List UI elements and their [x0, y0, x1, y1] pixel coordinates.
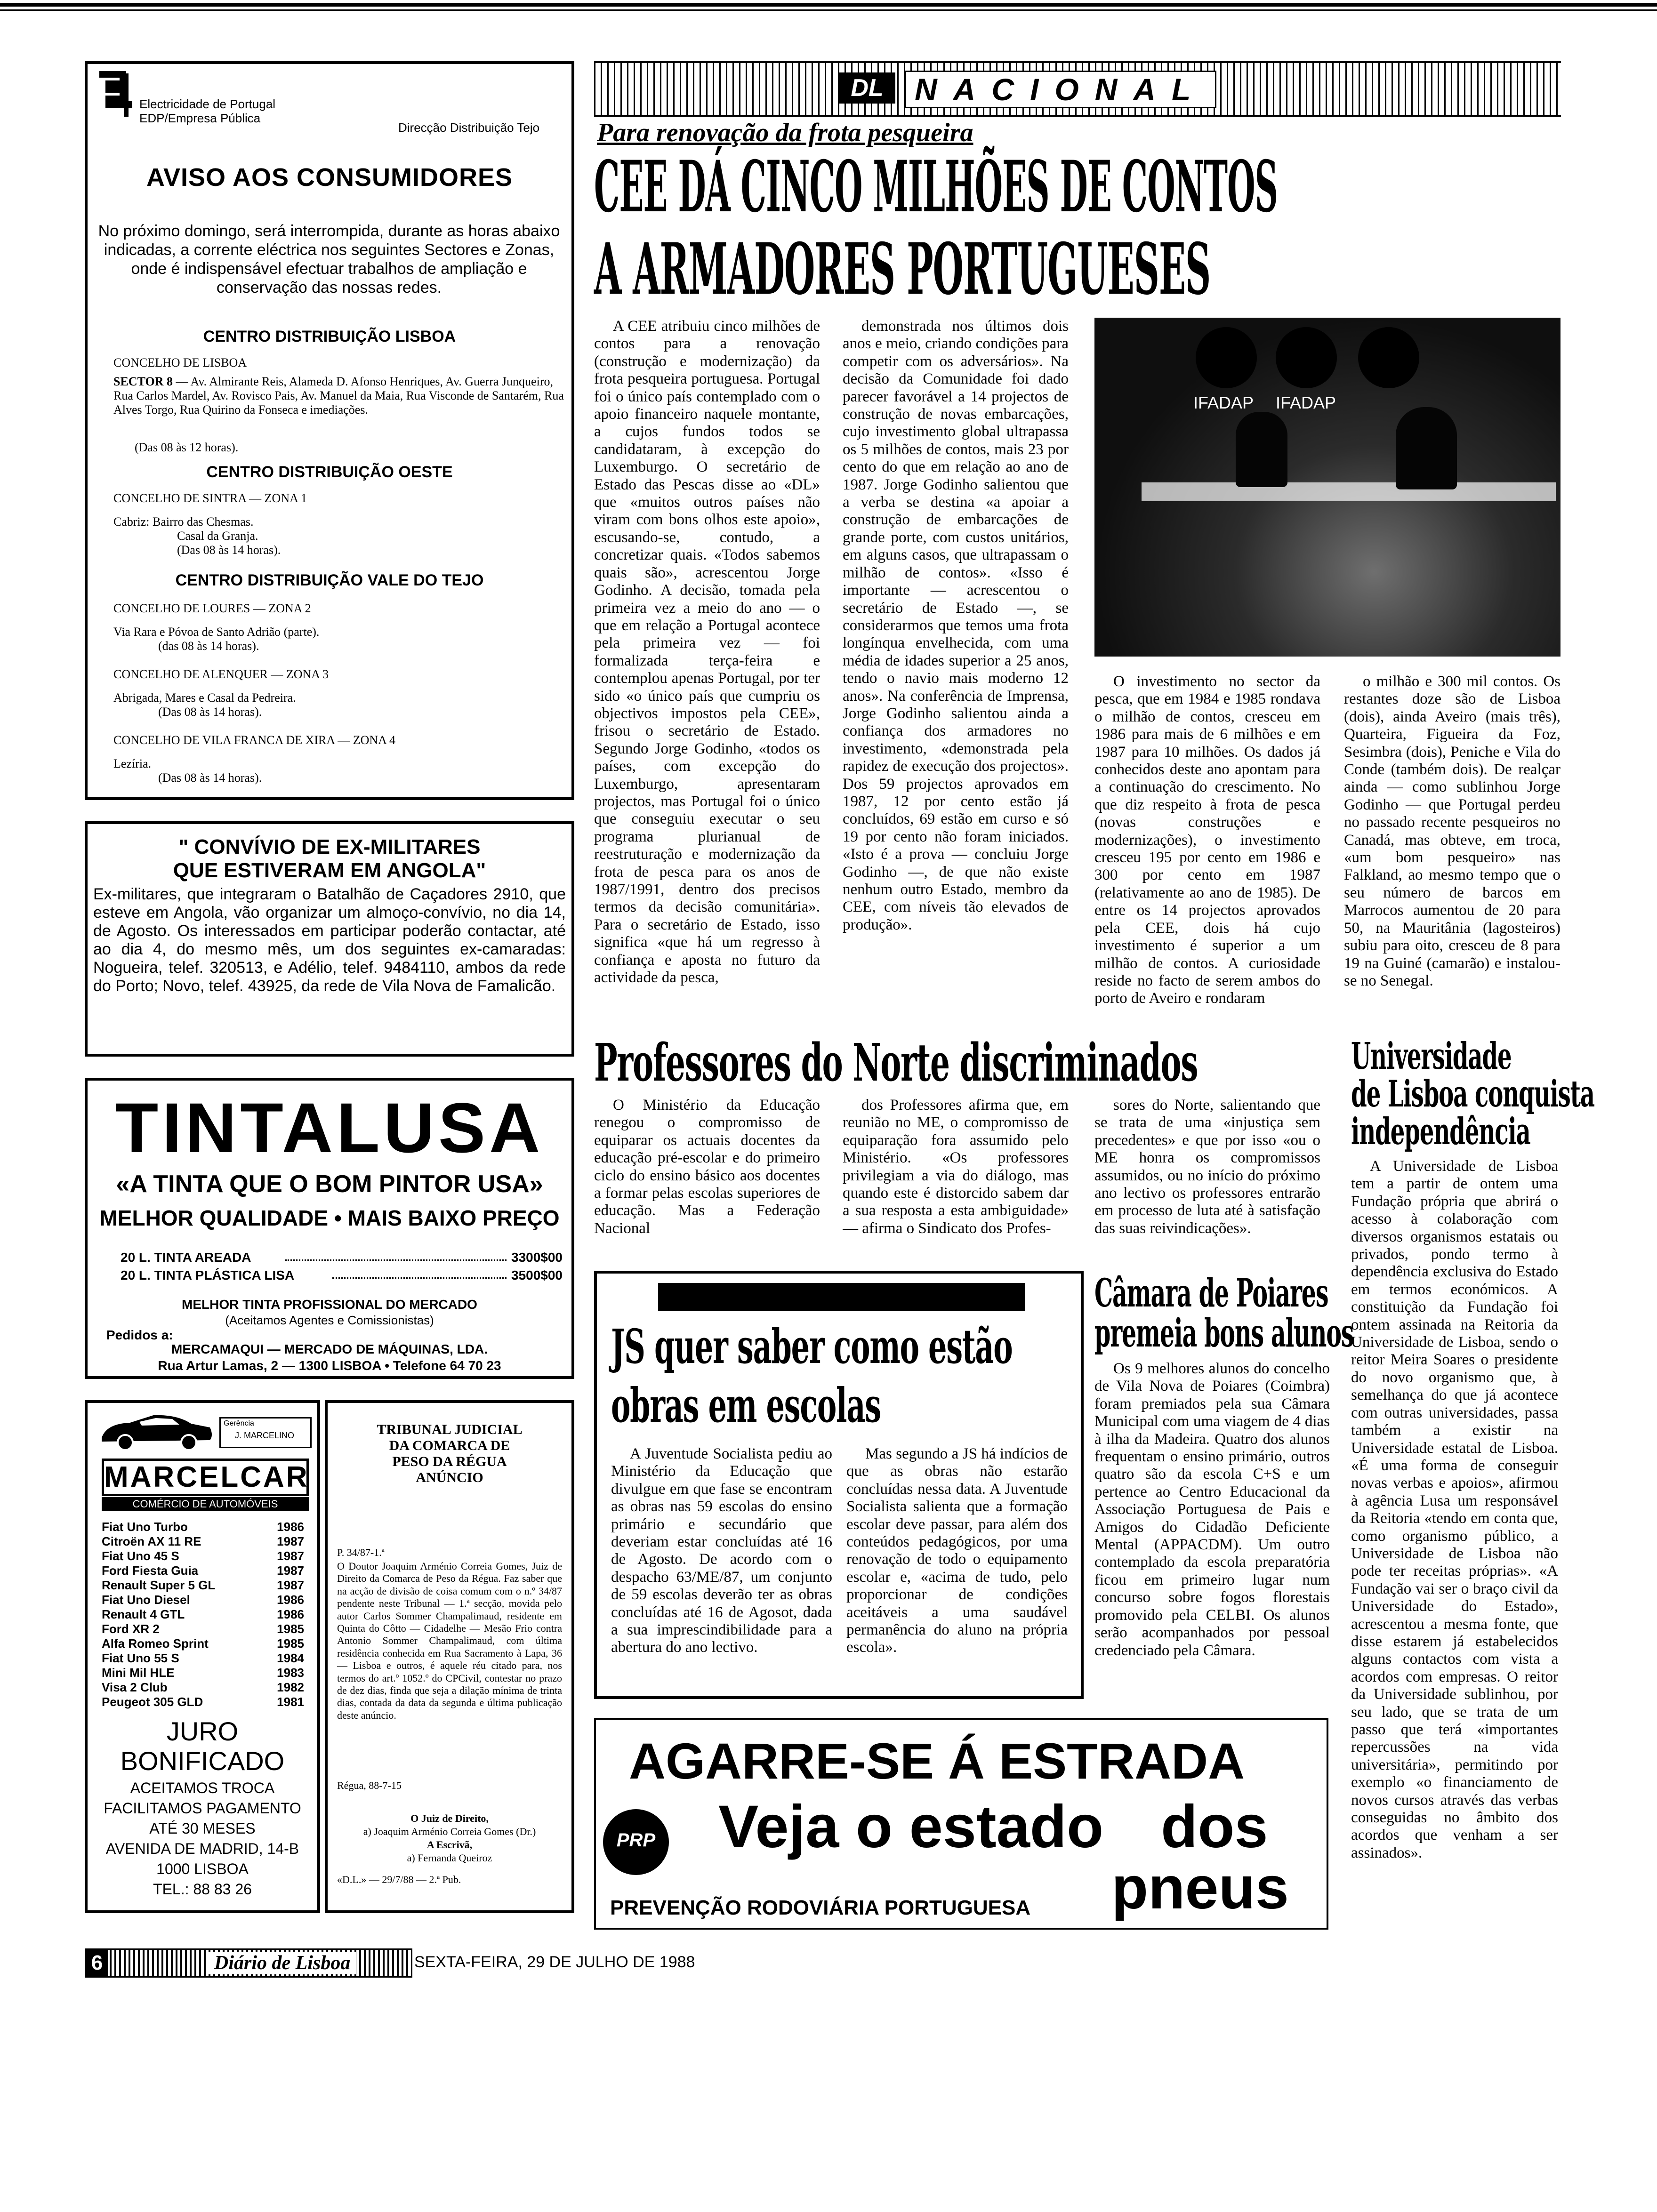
photo-sign-1: IFADAP [1193, 393, 1254, 412]
avenida: AVENIDA DE MADRID, 14-B [105, 1840, 299, 1857]
car-row: Alfa Romeo Sprint 1985 [102, 1636, 304, 1651]
photo-speaker-1 [1236, 412, 1287, 487]
tribunal-ref: P. 34/87-1.ª [337, 1547, 385, 1558]
car-row: Peugeot 305 GLD 1981 [102, 1695, 304, 1709]
car-row: Ford Fiesta Guia 1987 [102, 1563, 304, 1578]
car-row: Fiat Uno Turbo 1986 [102, 1520, 304, 1534]
edp-logo [97, 70, 135, 121]
photo-table [1142, 482, 1556, 501]
juro-1: JURO [166, 1716, 239, 1746]
top-rule-thin [0, 9, 1657, 11]
cee-col-2: demonstrada nos últimos dois anos e meio, criando condições para competir com os adversários». Na decisão da Comunidade foi dado parecer favorável a 14 projectos de construção de novas embarcações, cujo investimento global ultrapassa os 5 milhões de contos, mais 23 por cento do que em relação ao ano de 1987. Jorge Godinho salientou que a verba se destina «a apoiar a construção de embarcações de grande porte, com custos unitários, em alguns casos, que ultrapassam o milhão de contos». «Isso é importante — acrescentou o secretário de Estado —, se considerarmos que temos uma frota longínqua envelhecida, com uma média de idades superior a 25 anos, tendo o navio mais moderno 12 anos». Na conferência de Imprensa, Jorge Godinho salientou ainda a confiança dos armadores no investimento, «demonstrada pela rapidez de execução dos projectos». Dos 59 projectos aprovados em 1987, 12 por cento estão já concluídos, 69 estão em curso e só 19 por cento não foram iniciados. «Isto é a prova — concluiu Jorge Godinho —, de que não existe nenhum outro Estado, membro da CEE, com níveis tão elevados de produção». [843, 318, 1069, 933]
car-row: Visa 2 Club 1982 [102, 1680, 304, 1694]
paper-name: Diário de Lisboa [209, 1952, 356, 1974]
tribunal-escriva-label: A Escrivã, [426, 1839, 473, 1851]
tribunal-title-4: ANÚNCIO [416, 1470, 483, 1485]
tintalusa-item-2: 20 L. TINTA PLÁSTICA LISA [121, 1268, 295, 1282]
section-banner [594, 61, 1561, 117]
juro-2: BONIFICADO [120, 1746, 285, 1776]
tribunal-notice [325, 1400, 574, 1913]
alenquer-places: Abrigada, Mares e Casal da Pedreira. [113, 691, 296, 705]
car-row: Fiat Uno 55 S 1984 [102, 1651, 304, 1665]
convivio-title-2: QUE ESTIVERAM EM ANGOLA" [173, 859, 486, 882]
car-row: Renault Super 5 GL 1987 [102, 1578, 304, 1592]
ate-meses: ATÉ 30 MESES [149, 1820, 256, 1837]
concelho-vfx: CONCELHO DE VILA FRANCA DE XIRA — ZONA 4 [113, 733, 395, 747]
sintra-places-2: Casal da Granja. [177, 529, 258, 543]
tintalusa-brand: TINTALUSA [115, 1088, 544, 1167]
tintalusa-dots-2 [332, 1277, 507, 1279]
cee-kicker: Para renovação da frota pesqueira [597, 118, 973, 147]
tintalusa-price-1: 3300$00 [511, 1250, 563, 1265]
tintalusa-tagline: MELHOR QUALIDADE • MAIS BAIXO PREÇO [99, 1206, 560, 1230]
js-headline-1: JS quer saber como estão [611, 1319, 1013, 1374]
concelho-loures: CONCELHO DE LOURES — ZONA 2 [113, 601, 311, 615]
professores-col-3: sores do Norte, salientando que se trata de uma «injustiça sem precedentes» e que por isso «ou o ME honra os compromissos assumidos, ou no início do próximo ano lectivo os professores entrarão em processo de luta até à satisfação das suas reivindicações». [1094, 1097, 1320, 1237]
marcelcar-brand: MARCELCAR [102, 1459, 309, 1496]
prp-org: PREVENÇÃO RODOVIÁRIA PORTUGUESA [610, 1896, 1031, 1919]
universidade-headline-1: Universidade [1351, 1035, 1512, 1078]
vfx-places: Lezíria. [113, 757, 152, 770]
concelho-alenquer: CONCELHO DE ALENQUER — ZONA 3 [113, 667, 329, 681]
edp-org-name: Electricidade de Portugal [139, 97, 276, 111]
sector8-label: SECTOR 8 [113, 375, 173, 388]
folio-bar [85, 1948, 412, 1978]
tintalusa-orders-label: Pedidos a: [106, 1328, 173, 1342]
section-label: NACIONAL [905, 71, 1216, 108]
page-number: 6 [86, 1950, 108, 1976]
cidade: 1000 LISBOA [156, 1860, 249, 1877]
marcelcar-ad [85, 1400, 320, 1913]
universidade-body: A Universidade de Lisboa tem a partir de ontem uma Fundação própria que abrirá o acesso à colaboração com diversos organismos estatais ou privados, pondo termo à dependência exclusiva do Estado em termos económicos. A constituição da Fundação foi ontem assinada na Reitoria da Universidade de Lisboa, sendo o reitor Meira Soares o presidente do novo organismo que, à semelhança do que já acontece com outras universidades, passa também a existir na Universidade estatal de Lisboa. «É uma forma de conseguir novas verbas e apoios», afirmou à agência Lusa um responsável da Reitoria «tendo em conta que, como organismo público, a Universidade de Lisboa não pode ter receitas próprias». «A Fundação vai ser o braço civil da Universidade do Estado», acrescentou a mesma fonte, que disse estarem já estabelecidos alguns contactos com vista a acordos com empresas. O reitor da Universidade sublinhou, por seu lado, que se trata de um passo que terá «importantes repercussões na vida universitária», permitindo por exemplo «o financiamento de novos cursos através das verbas conseguidas no âmbito dos acordos que venham a ser assinados». [1351, 1158, 1558, 1861]
loures-places: Via Rara e Póvoa de Santo Adrião (parte). [113, 625, 320, 639]
tintalusa-slogan: «A TINTA QUE O BOM PINTOR USA» [116, 1170, 543, 1198]
js-headline-2: obras em escolas [611, 1378, 881, 1433]
convivio-body: Ex-militares, que integraram o Batalhão de Caçadores 2910, que esteve em Angola, vão organizar um almoço-convívio, no dia 14, de Agosto. Os interessados em participar poderão contactar, até ao dia 4, do mesmo mês, um dos seguintes ex-camaradas: Nogueira, telef. 320513, e Adélio, telef. 9484110, ambos da rede do Porto; Novo, telef. 43925, da rede de Vila Nova de Famalicão. [93, 885, 566, 995]
photo-disc-1 [1196, 327, 1257, 388]
sintra-places: Cabriz: Bairro das Chesmas. [113, 515, 254, 529]
professores-col-1: O Ministério da Educação renegou o compromisso de equiparar os actuais docentes da educação pré-escolar e do primeiro ciclo do ensino básico aos docentes a formar pelas escolas superiores de educação. Mas a Federação Nacional [594, 1097, 820, 1237]
js-col-1: A Juventude Socialista pediu ao Ministério da Educação que divulgue em que fase se encontram as obras nas 59 escolas do ensino primário e secundário que deveriam estar concluídas até 16 de Agosto. De acordo com o despacho 63/ME/87, um conjunto de 59 escolas deverão ter as obras concluídas até 16 de Agosot, dada a sua imprescindibilidade para a abertura do ano lectivo. [611, 1445, 832, 1656]
poiares-headline-1: Câmara de Poiares [1094, 1271, 1328, 1316]
manager-name: J. MARCELINO [235, 1431, 295, 1440]
folio-date: SEXTA-FEIRA, 29 DE JULHO DE 1988 [414, 1953, 695, 1971]
poiares-body: Os 9 melhores alunos do concelho de Vila Nova de Poiares (Coimbra) foram premiados pela sua Câmara Municipal com uma viagem de 4 dias à ilha da Madeira. Quatro dos alunos frequentam o ensino primário, outros quatro são da escola C+S e um pertence ao Centro Educacional da Associação Portuguesa de Pais e Amigos do Cidadão Deficiente Mental (APPACDM). Um outro contemplado da escola preparatória ficou em primeiro lugar num concurso sobre fogos florestais promovido pela CELBI. Os alunos serão acompanhados por pessoal credenciado pela Câmara. [1094, 1360, 1330, 1659]
tribunal-title-3: PESO DA RÉGUA [392, 1454, 507, 1469]
hours-14b: (das 08 às 14 horas). [158, 639, 259, 653]
sector8-streets: — Av. Almirante Reis, Alameda D. Afonso Henriques, Av. Guerra Junqueiro, Rua Carlos Mardel, Av. Rovisco Pais, Av. Manuel da Maia, Rua Visconde de Santarém, Rua Alves Torgo, Rua Quirino da Fonseca e imediações. [113, 375, 564, 417]
prp-headline: AGARRE-SE Á ESTRADA [629, 1732, 1245, 1789]
cee-col-4: o milhão e 300 mil contos. Os restantes doze são de Lisboa (dois), ainda Aveiro (mais três), Quarteira, Figueira da Foz, Sesimbra (dois), Peniche e Vila do Conde (também dois). De realçar ainda — como sublinhou Jorge Godinho — que Portugal perdeu no passado recente pesqueiros no Canadá, mas obteve, em troca, «um bom pesqueiro» nas Falkland, ao mesmo tempo que o seu número de barcos em Marrocos aumentou de 20 para 50, na Mauritânia (lagosteiros) subiu para oito, cresceu de 8 para 19 na Guiné (camarão) e instalou-se no Senegal. [1344, 673, 1560, 989]
tribunal-body: O Doutor Joaquim Arménio Correia Gomes, Juiz de Direito da Comarca de Peso da Régua. Faz saber que na acção de divisão de coisa comum com o n.º 34/87 pendente neste Tribunal — 1.ª secção, movida pelo autor Carlos Sommer Champalimaud, residente em Quinta do Côtto — Cidadelhe — Mesão Frio contra Antonio Sommer Champalimaud, com última residência conhecida em Rua Sacramento à Lapa, 36 — Lisboa e outros, é aquele réu citado para, nos termos do art.º 1052.º do CPCivil, contestar no prazo de dez dias, finda que seja a dilação mínima de trinta dias, contada da data da segunda e última publicação deste anúncio. [337, 1560, 562, 1721]
hours-14a: (Das 08 às 14 horas). [177, 543, 281, 557]
car-row: Fiat Uno Diesel 1986 [102, 1593, 304, 1607]
edp-direction: Direcção Distribuição Tejo [398, 120, 540, 135]
edp-org-sub: EDP/Empresa Pública [139, 111, 261, 125]
professores-col-2: dos Professores afirma que, em reunião no ME, o compromisso de equiparação fora assumido pelo Ministério. «Os professores privilegiam a via do diálogo, mas quando este é distorcido sabem dar a sua resposta a esta ambiguidade» — afirma o Sindicato dos Profes- [843, 1097, 1069, 1237]
edp-intro: No próximo domingo, será interrompida, durante as horas abaixo indicadas, a corrente eléctrica nos seguintes Sectores e Zonas, onde é indispensável efectuar trabalhos de ampliação e conservação das nossas redes. [98, 222, 560, 297]
car-row: Mini Mil HLE 1983 [102, 1666, 304, 1680]
tribunal-juiz-label: O Juiz de Direito, [410, 1812, 489, 1824]
prp-line-3: pneus [1111, 1854, 1289, 1922]
tintalusa-line-3: MELHOR TINTA PROFISSIONAL DO MERCADO [182, 1297, 477, 1312]
telefone: TEL.: 88 83 26 [153, 1881, 252, 1898]
car-row: Ford XR 2 1985 [102, 1622, 304, 1636]
prp-line-2: dos [1161, 1793, 1268, 1860]
facilitamos: FACILITAMOS PAGAMENTO [104, 1800, 301, 1817]
tribunal-escriva-name: a) Fernanda Queiroz [407, 1852, 492, 1864]
manager-badge [219, 1417, 312, 1448]
section-logo: DL [839, 72, 895, 104]
concelho-sintra: CONCELHO DE SINTRA — ZONA 1 [113, 491, 307, 505]
edp-notice [85, 61, 574, 800]
tintalusa-price-2: 3500$00 [511, 1268, 563, 1282]
photo-sign-2: IFADAP [1276, 393, 1336, 412]
prp-ad [594, 1718, 1328, 1930]
js-col-2: Mas segundo a JS há indícios de que as obras não estarão concluídas nessa data. A Juventude Socialista salienta que a formação escolar deve passar, para além dos conteúdos pedagógicos, por uma renovação de todo o equipamento escolar e, «acima de tudo, pelo proporcionar de condições aceitáveis a uma saudável permanência do aluno na própria escola». [846, 1445, 1068, 1656]
car-list [102, 1520, 304, 1709]
tintalusa-item-1: 20 L. TINTA AREADA [121, 1250, 251, 1265]
hours-14c: (Das 08 às 14 horas). [158, 705, 262, 719]
centro-tejo: CENTRO DISTRIBUIÇÃO VALE DO TEJO [175, 571, 484, 589]
car-illustration [97, 1410, 215, 1452]
marcelcar-sub: COMÉRCIO DE AUTOMÓVEIS [102, 1497, 309, 1511]
cee-headline-2: A ARMADORES PORTUGUESES [594, 228, 1211, 311]
cee-col-3: O investimento no sector da pesca, que em 1984 e 1985 rondava o milhão de contos, cresceu em 1986 para mais de 6 milhões e em 1987 para 10 milhões. Os dados já conhecidos deste ano apontam para a continuação do crescimento. No que diz respeito à frota de pesca (novas construções e modernizações), o investimento cresceu 195 por cento em 1986 e 300 por cento em 1987 (relativamente ao ano de 1985). De entre os 14 projectos aprovados pela CEE, dois há cujo investimento é superior a um milhão de contos. A curiosidade reside no facto de serem ambos do porto de Aveiro e rondaram [1094, 673, 1320, 1007]
tribunal-title-2: DA COMARCA DE [389, 1438, 510, 1453]
tintalusa-dots-1 [285, 1259, 507, 1261]
concelho-lisboa: CONCELHO DE LISBOA [113, 356, 247, 369]
tribunal-title-1: TRIBUNAL JUDICIAL [377, 1422, 523, 1437]
js-article-box [594, 1271, 1084, 1699]
press-conference-photo [1094, 318, 1560, 657]
prp-line-1: Veja o estado [718, 1793, 1104, 1860]
aceitamos-troca: ACEITAMOS TROCA [130, 1779, 275, 1796]
cee-headline-1: CEE DÁ CINCO MILHÕES DE CONTOS [594, 145, 1278, 228]
convivio-title-1: " CONVÍVIO DE EX-MILITARES [178, 835, 481, 858]
tintalusa-ad [85, 1078, 574, 1379]
tribunal-place-date: Régua, 88-7-15 [337, 1779, 402, 1791]
cee-col-1: A CEE atribuiu cinco milhões de contos para a renovação (construção e modernização) da frota pesqueira portuguesa. Portugal foi o único país contemplado com o apoio financeiro naquele montante, a cujos fundos todos se candidataram, à excepção do Luxemburgo. O secretário de Estado das Pescas disse ao «DL» que «muitos outros países não viram com bons olhos este apoio», escusando-se, contudo, a concretizar quais. «Todos sabemos quais são», acrescentou Jorge Godinho. A decisão, tomada pela primeira vez a meio do ano — o que em relação a Portugal acontece pela primeira vez — foi formalizada terça-feira e contemplou apenas Portugal, por ter sido «o único país que cumpriu os objectivos impostos pela CEE», frisou o secretário de Estado. Segundo Jorge Godinho, «todos os países, com excepção do Luxemburgo, apresentaram projectos, mas Portugal foi o único que conseguiu executar o seu programa plurianual de reestruturação e modernização da frota de pesca para os anos de 1987/1991, dentro dos precisos termos da decisão comunitária». Para o secretário de Estado, isso significa «que há um regresso à confiança e aposta no futuro da actividade da pesca, [594, 318, 820, 986]
car-row: Renault 4 GTL 1986 [102, 1607, 304, 1621]
top-rule [0, 3, 1657, 7]
photo-speaker-2 [1396, 407, 1457, 489]
tribunal-juiz-name: a) Joaquim Arménio Correia Gomes (Dr.) [363, 1826, 536, 1837]
car-row: Fiat Uno 45 S 1987 [102, 1549, 304, 1563]
sector8-text [113, 375, 565, 417]
universidade-headline-3: independência [1351, 1110, 1530, 1153]
prp-logo [603, 1809, 669, 1875]
hours-14d: (Das 08 às 14 horas). [158, 771, 262, 785]
tintalusa-company: MERCAMAQUI — MERCADO DE MÁQUINAS, LDA. [171, 1342, 488, 1356]
photo-disc-2 [1276, 327, 1337, 388]
centro-oeste: CENTRO DISTRIBUIÇÃO OESTE [206, 463, 453, 481]
edp-title: AVISO AOS CONSUMIDORES [146, 163, 513, 192]
prp-logo-text: PRP [616, 1830, 656, 1851]
car-row: Citroën AX 11 RE 1987 [102, 1534, 304, 1548]
convivio-notice [85, 821, 574, 1057]
tintalusa-address: Rua Artur Lamas, 2 — 1300 LISBOA • Telefone 64 70 23 [158, 1358, 501, 1373]
professores-headline: Professores do Norte discriminados [594, 1032, 1198, 1093]
hours-12: (Das 08 às 12 horas). [135, 441, 239, 454]
js-black-bar [658, 1283, 1025, 1311]
poiares-headline-2: premeia bons alunos [1094, 1311, 1354, 1356]
photo-disc-3 [1358, 327, 1419, 388]
centro-lisboa: CENTRO DISTRIBUIÇÃO LISBOA [203, 328, 456, 345]
gerencia-label: Gerência [224, 1419, 254, 1427]
universidade-headline-2: de Lisboa conquista [1351, 1073, 1594, 1115]
tintalusa-line-4: (Aceitamos Agentes e Comissionistas) [225, 1313, 434, 1327]
tribunal-pub: «D.L.» — 29/7/88 — 2.ª Pub. [337, 1874, 461, 1885]
